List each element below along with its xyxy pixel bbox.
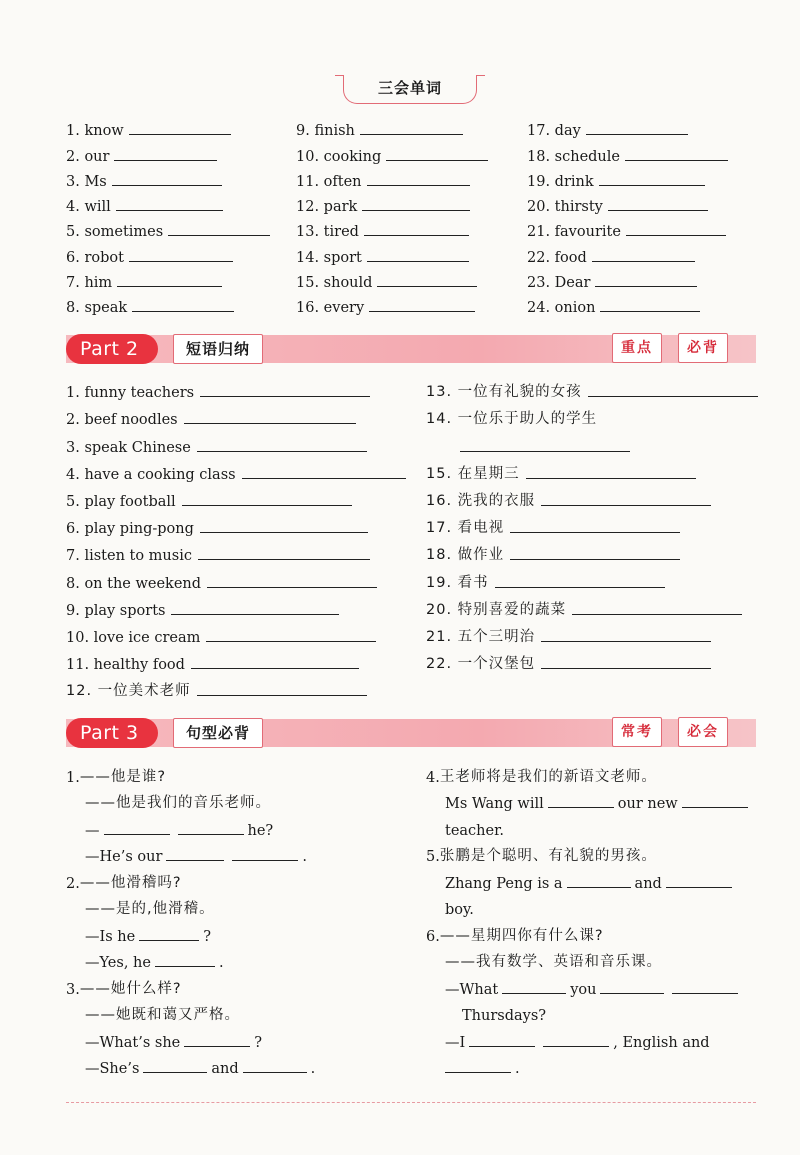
answer-line[interactable] [182,504,352,506]
vocab-item[interactable]: 24. onion [527,291,767,316]
part3-badge-frequent: 常考 [612,717,662,747]
answer-line[interactable] [206,640,376,642]
part2-badge-key: 重点 [612,333,662,363]
phrase-item[interactable]: 11. healthy food [66,646,406,673]
sentence-line: ——是的,他滑稽。 [85,901,215,917]
phrase-item[interactable]: 19. 看书 [426,564,766,591]
sentence-item: 6. ——星期四你有什么课? [426,927,604,945]
phrase-item[interactable]: 9. play sports [66,592,406,619]
sentence-line: boy. [445,902,474,918]
answer-line[interactable] [588,395,758,397]
answer-line[interactable] [526,477,696,479]
sentence-line[interactable]: . [426,1051,776,1078]
phrase-item[interactable]: 14. 一位乐于助人的学生 [426,411,598,428]
answer-line[interactable] [242,477,406,479]
phrase-item[interactable]: 13. 一位有礼貌的女孩 [426,374,766,401]
answer-line[interactable] [200,531,368,533]
phrase-item[interactable]: 12. 一位美术老师 [66,673,406,700]
sentence-item: 2. ——他滑稽吗? [66,874,182,892]
answer-line[interactable] [112,184,222,186]
answer-line[interactable] [171,613,339,615]
answer-blank[interactable] [104,833,170,835]
phrase-item[interactable]: 22. 一个汉堡包 [426,646,766,673]
sentence-item: 1. ——他是谁? [66,768,167,786]
answer-line[interactable] [510,531,680,533]
sentence-item: 5. 张鹏是个聪明、有礼貌的男孩。 [426,848,657,865]
vocab-column-3 [527,114,767,316]
answer-line[interactable] [608,209,708,211]
part2-title: 短语归纳 [173,334,263,364]
vocab-item[interactable]: 12. park [296,190,536,215]
answer-line[interactable] [625,159,728,161]
vocab-item[interactable]: 20. thirsty [527,190,767,215]
answer-line[interactable] [600,310,700,312]
sentence-line[interactable]: —Yes, he . [85,955,224,971]
answer-line[interactable] [184,422,356,424]
answer-line[interactable] [541,640,711,642]
sentence-list-right [426,759,776,1077]
answer-line[interactable] [572,613,742,615]
vocab-item[interactable]: 6. robot [66,240,306,265]
sentence-line: ——他是我们的音乐老师。 [85,795,271,811]
answer-blank[interactable] [184,1045,250,1047]
sentence-line: ——我有数学、英语和音乐课。 [445,954,662,970]
part3-badge-must: 必会 [678,717,728,747]
sentence-line: ——她既和蔼又严格。 [85,1007,240,1023]
sentence-line[interactable]: Ms Wang will our new [426,786,776,813]
answer-line[interactable] [377,285,477,287]
vocab-item[interactable]: 22. food [527,240,767,265]
phrase-item[interactable]: 4. have a cooking class [66,456,406,483]
sentence-line: Thursdays? [462,1008,547,1024]
phrase-item[interactable]: 20. 特别喜爱的蔬菜 [426,592,766,619]
answer-blank[interactable] [469,1045,535,1047]
answer-blank[interactable] [143,1071,207,1073]
answer-blank[interactable] [666,886,732,888]
answer-blank[interactable] [672,992,738,994]
answer-line[interactable] [117,285,222,287]
vocab-item[interactable]: 19. drink [527,165,767,190]
part2-label: Part 2 [66,334,158,364]
answer-blank[interactable] [445,1071,511,1073]
part2-badge-must: 必背 [678,333,728,363]
phrase-item[interactable]: 6. play ping-pong [66,510,406,537]
answer-line[interactable] [191,667,359,669]
answer-line[interactable] [495,586,665,588]
vocab-item[interactable]: 18. schedule [527,139,767,164]
vocab-item[interactable]: 7. him [66,266,306,291]
answer-blank[interactable] [178,833,244,835]
answer-blank[interactable] [567,886,631,888]
answer-line[interactable] [369,310,475,312]
sentence-line[interactable]: — he? [85,822,274,839]
phrase-continuation[interactable] [426,428,766,455]
vocab-item[interactable]: 2. our [66,139,306,164]
phrase-item[interactable]: 5. play football [66,483,406,510]
answer-blank[interactable] [543,1045,609,1047]
phrase-item[interactable]: 21. 五个三明治 [426,619,766,646]
answer-line[interactable] [595,285,697,287]
phrase-item[interactable]: 2. beef noodles [66,401,406,428]
answer-line[interactable] [129,133,231,135]
phrase-item[interactable]: 10. love ice cream [66,619,406,646]
answer-line[interactable] [116,209,223,211]
answer-line[interactable] [510,558,680,560]
phrase-item[interactable]: 8. on the weekend [66,564,406,591]
answer-blank[interactable] [682,806,748,808]
vocab-item[interactable]: 5. sometimes [66,215,306,240]
vocab-item[interactable]: 11. often [296,165,536,190]
answer-line[interactable] [541,667,711,669]
part2-header [66,335,756,363]
answer-line[interactable] [362,209,470,211]
part3-header [66,719,756,747]
vocab-item[interactable]: 13. tired [296,215,536,240]
sentence-line[interactable]: —He’s our . [85,849,307,865]
phrase-list-right [426,374,766,673]
vocab-item[interactable]: 23. Dear [527,266,767,291]
answer-line[interactable] [168,234,270,236]
part3-label: Part 3 [66,718,158,748]
answer-line[interactable] [197,694,367,696]
vocab-item[interactable]: 15. should [296,266,536,291]
answer-blank[interactable] [243,1071,307,1073]
vocab-item[interactable]: 21. favourite [527,215,767,240]
answer-blank[interactable] [600,992,664,994]
answer-line[interactable] [599,184,705,186]
phrase-item[interactable]: 18. 做作业 [426,537,766,564]
phrase-item[interactable]: 3. speak Chinese [66,428,406,455]
answer-line[interactable] [129,260,233,262]
phrase-item[interactable]: 1. funny teachers [66,374,406,401]
sentence-item: 3. ——她什么样? [66,980,182,998]
answer-line[interactable] [198,558,370,560]
vocab-item[interactable]: 17. day [527,114,767,139]
vocab-item[interactable]: 8. speak [66,291,306,316]
sentence-line[interactable]: —What you [426,971,776,998]
answer-blank[interactable] [166,859,224,861]
sentence-list-left [66,759,416,1077]
phrase-item[interactable]: 15. 在星期三 [426,456,766,483]
answer-line[interactable] [541,504,711,506]
sentence-item: 4. 王老师将是我们的新语文老师。 [426,768,657,786]
answer-line[interactable] [197,450,367,452]
phrase-item[interactable]: 7. listen to music [66,537,406,564]
bottom-divider [66,1102,756,1103]
sentence-line[interactable]: Zhang Peng is a and [426,865,776,892]
answer-line[interactable] [626,234,726,236]
answer-blank[interactable] [232,859,298,861]
sentence-line[interactable]: —What’s she ? [85,1034,263,1051]
phrase-item[interactable]: 16. 洗我的衣服 [426,483,766,510]
vocab-column-1 [66,114,306,316]
phrase-list-left [66,374,406,700]
answer-line[interactable] [460,450,630,452]
sentence-line[interactable]: —She’s and . [85,1061,316,1077]
answer-line[interactable] [360,133,463,135]
answer-line[interactable] [386,159,488,161]
vocab-item[interactable]: 14. sport [296,240,536,265]
vocab-item[interactable]: 9. finish [296,114,536,139]
part3-title: 句型必背 [173,718,263,748]
answer-line[interactable] [367,260,469,262]
answer-line[interactable] [114,159,217,161]
answer-line[interactable] [367,184,470,186]
section1-title: 三会单词 [343,75,477,104]
vocab-item[interactable]: 1. know [66,114,306,139]
answer-blank[interactable] [548,806,614,808]
vocab-item[interactable]: 10. cooking [296,139,536,164]
vocab-column-2 [296,114,536,316]
answer-line[interactable] [364,234,469,236]
answer-line[interactable] [207,586,377,588]
answer-blank[interactable] [155,965,215,967]
sentence-line[interactable]: —Is he ? [85,928,211,945]
sentence-line: teacher. [445,822,505,839]
answer-blank[interactable] [502,992,566,994]
answer-line[interactable] [592,260,695,262]
vocab-item[interactable]: 3. Ms [66,165,306,190]
sentence-line[interactable]: —I , English and [445,1034,710,1051]
answer-blank[interactable] [139,939,199,941]
vocab-item[interactable]: 4. will [66,190,306,215]
phrase-item[interactable]: 17. 看电视 [426,510,766,537]
answer-line[interactable] [132,310,234,312]
answer-line[interactable] [586,133,688,135]
answer-line[interactable] [200,395,370,397]
vocab-item[interactable]: 16. every [296,291,536,316]
